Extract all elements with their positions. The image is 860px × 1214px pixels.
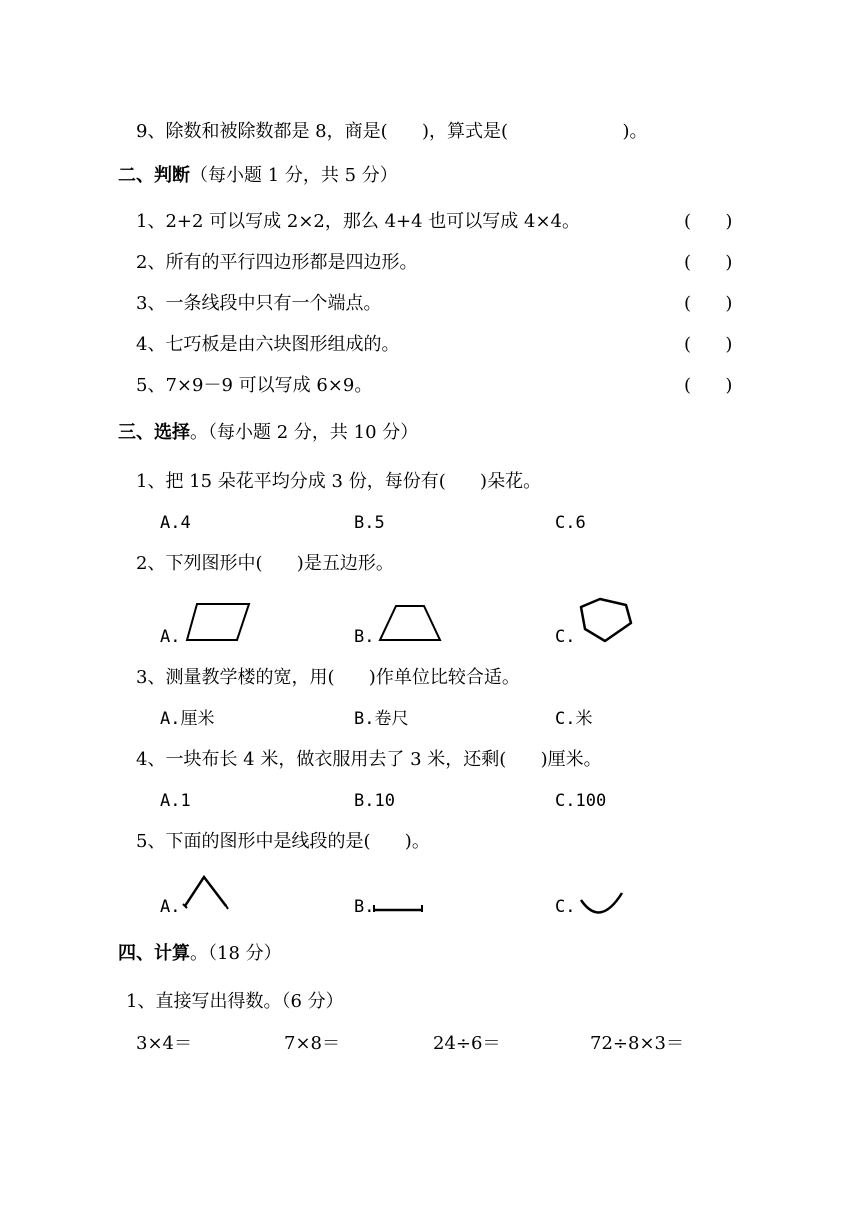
section-4-note: 。（18 分） bbox=[190, 943, 282, 964]
option-a[interactable]: A. bbox=[160, 897, 181, 917]
option-b[interactable]: B.卷尺 bbox=[354, 709, 409, 729]
judge-answer-paren[interactable]: ( ) bbox=[684, 375, 733, 396]
judge-item-1: 1、2+2 可以写成 2×2，那么 4+4 也可以写成 4×4。 bbox=[136, 211, 581, 232]
section-2-heading bbox=[118, 164, 398, 188]
choice-q2: 2、下列图形中( )是五边形。 bbox=[136, 553, 394, 574]
section-3-heading bbox=[118, 421, 418, 445]
judge-item-2: 2、所有的平行四边形都是四边形。 bbox=[136, 252, 418, 273]
choice-q4: 4、一块布长 4 米，做衣服用去了 3 米，还剩( )厘米。 bbox=[136, 749, 602, 770]
option-c[interactable]: C. bbox=[555, 897, 576, 917]
pentagon-shape bbox=[578, 597, 634, 643]
option-a[interactable]: A. bbox=[160, 627, 181, 647]
section-3-title: 三、选择 bbox=[118, 422, 190, 443]
angle-shape bbox=[182, 874, 230, 910]
parallelogram-shape bbox=[185, 602, 251, 642]
judge-item-5: 5、7×9－9 可以写成 6×9。 bbox=[136, 375, 373, 396]
section-2-note: （每小题 1 分，共 5 分） bbox=[190, 165, 398, 186]
arc-shape bbox=[578, 890, 626, 918]
choice-q1: 1、把 15 朵花平均分成 3 份，每份有( )朵花。 bbox=[136, 471, 542, 492]
line-segment-shape bbox=[372, 902, 424, 914]
section-3-note: 。（每小题 2 分，共 10 分） bbox=[190, 422, 419, 443]
trapezoid-shape bbox=[378, 604, 442, 642]
section-4-heading bbox=[118, 942, 282, 966]
judge-answer-paren[interactable]: ( ) bbox=[684, 252, 733, 273]
calc-item-2: 7×8＝ bbox=[284, 1033, 340, 1054]
judge-answer-paren[interactable]: ( ) bbox=[684, 293, 733, 314]
option-b[interactable]: B.5 bbox=[354, 513, 385, 533]
calc-item-3: 24÷6＝ bbox=[433, 1033, 501, 1054]
option-b[interactable]: B. bbox=[354, 627, 375, 647]
option-a[interactable]: A.4 bbox=[160, 513, 191, 533]
calc-item-1: 3×4＝ bbox=[136, 1033, 192, 1054]
judge-item-3: 3、一条线段中只有一个端点。 bbox=[136, 293, 382, 314]
option-a[interactable]: A.1 bbox=[160, 791, 191, 811]
section-2-title: 二、判断 bbox=[118, 165, 190, 186]
option-c[interactable]: C.6 bbox=[555, 513, 586, 533]
judge-item-4: 4、七巧板是由六块图形组成的。 bbox=[136, 334, 400, 355]
section-4-title: 四、计算 bbox=[118, 943, 190, 964]
judge-answer-paren[interactable]: ( ) bbox=[684, 334, 733, 355]
option-c[interactable]: C.米 bbox=[555, 709, 593, 729]
calc-heading: 1、直接写出得数。（6 分） bbox=[126, 991, 344, 1012]
choice-q5: 5、下面的图形中是线段的是( )。 bbox=[136, 831, 430, 852]
option-a[interactable]: A.厘米 bbox=[160, 709, 215, 729]
choice-q3: 3、测量教学楼的宽，用( )作单位比较合适。 bbox=[136, 667, 520, 688]
question-9: 9、除数和被除数都是 8，商是( )，算式是( )。 bbox=[136, 121, 648, 142]
option-c[interactable]: C. bbox=[555, 627, 576, 647]
judge-answer-paren[interactable]: ( ) bbox=[684, 211, 733, 232]
option-c[interactable]: C.100 bbox=[555, 791, 607, 811]
option-b[interactable]: B.10 bbox=[354, 791, 395, 811]
calc-item-4: 72÷8×3＝ bbox=[590, 1033, 684, 1054]
option-b[interactable]: B. bbox=[354, 897, 375, 917]
